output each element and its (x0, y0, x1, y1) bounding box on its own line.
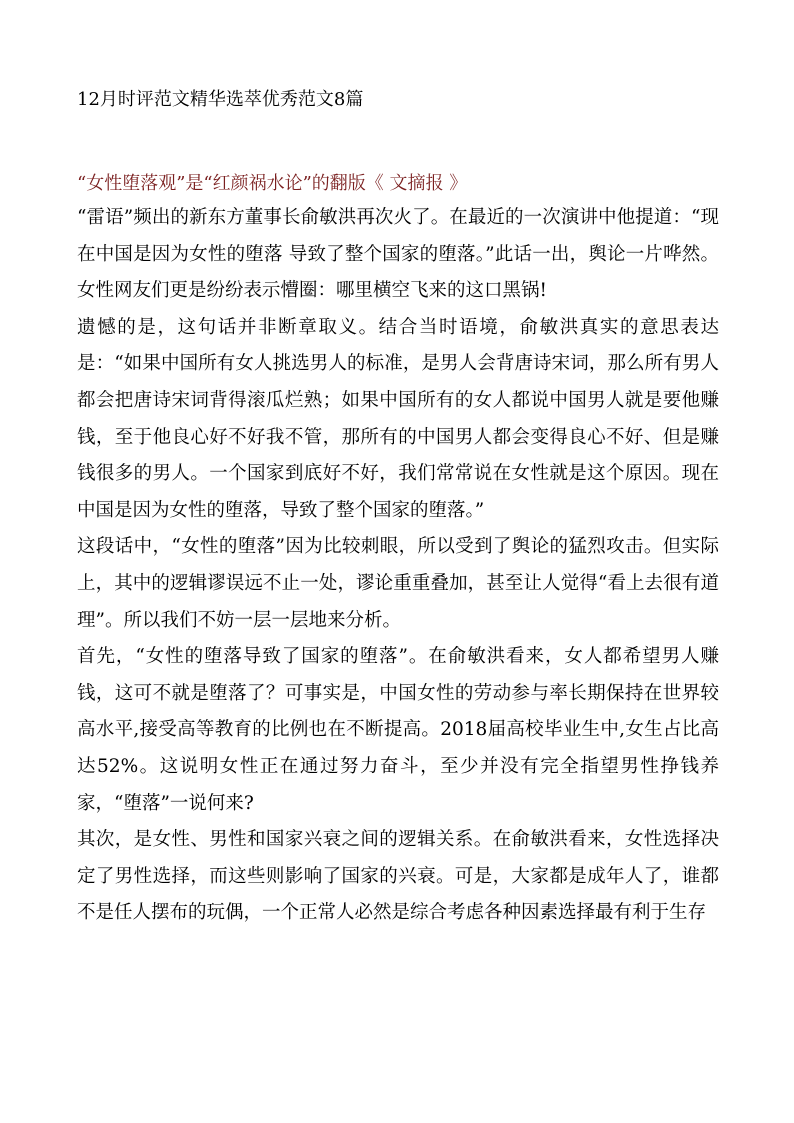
paragraph-4: 首先，“女性的堕落导致了国家的堕落”。在俞敏洪看来，女人都希望男人赚钱，这可不就是堕落了？可事实是，中国女性的劳动参与率长期保持在世界较高水平,接受高等教育的比例也在不断提高。2018届高校毕业生中,女生占比高达52%。这说明女性正在通过努力奋斗，至少并没有完全指望男性挣钱养家，“堕落”一说何来? (77, 646, 719, 814)
article-body (77, 200, 719, 932)
paragraph-5: 其次，是女性、男性和国家兴衰之间的逻辑关系。在俞敏洪看来，女性选择决定了男性选择，而这些则影响了国家的兴衰。可是，大家都是成年人了，谁都不是任人摆布的玩偶，一个正常人必然是综合考虑各种因素选择最有利于生存 (77, 829, 719, 924)
article-title: “女性堕落观”是“红颜祸水论”的翻版《 文摘报 》 (77, 173, 468, 194)
paragraph-2: 遗憾的是，这句话并非断章取义。结合当时语境，俞敏洪真实的意思表达是：“如果中国所有女人挑选男人的标准，是男人会背唐诗宋词，那么所有男人都会把唐诗宋词背得滚瓜烂熟；如果中国所有的女人都说中国男人就是要他赚钱，至于他良心好不好我不管，那所有的中国男人都会变得良心不好、但是赚钱很多的男人。一个国家到底好不好，我们常常说在女性就是这个原因。现在中国是因为女性的堕落，导致了整个国家的堕落。” (77, 316, 719, 521)
paragraph-3: 这段话中，“女性的堕落”因为比较刺眼，所以受到了舆论的猛烈攻击。但实际上，其中的逻辑谬误远不止一处，谬论重重叠加，甚至让人觉得“看上去很有道理”。所以我们不妨一层一层地来分析。 (77, 536, 719, 631)
page-title: 12月时评范文精华选萃优秀范文8篇 (77, 89, 364, 110)
paragraph-1: “雷语”频出的新东方董事长俞敏洪再次火了。在最近的一次演讲中他提道：“现在中国是因为女性的堕落 导致了整个国家的堕落。”此话一出，舆论一片哗然。女性网友们更是纷纷表示懵圈：哪里横空飞来的这口黑锅! (77, 207, 719, 302)
